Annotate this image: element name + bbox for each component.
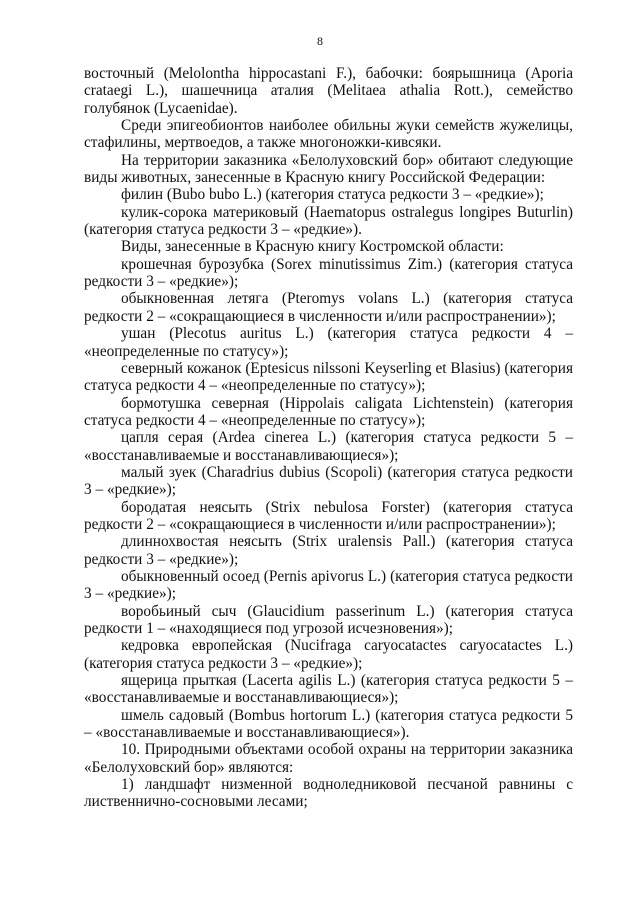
paragraph: бородатая неясыть (Strix nebulosa Forster) (категория статуса редкости 2 – «сокращающиеся в численности и/или распространении»); (84, 498, 573, 533)
paragraph: обыкновенная летяга (Pteromys volans L.) (категория статуса редкости 2 – «сокращающиеся в численности и/или распространении»); (84, 290, 573, 325)
paragraph: 1) ландшафт низменной водноледниковой песчаной равнины с лиственнично-сосновыми лесами; (84, 776, 573, 811)
paragraph: малый зуек (Charadrius dubius (Scopoli) (категория статуса редкости 3 – «редкие»); (84, 463, 573, 499)
paragraph: обыкновенный осоед (Pernis apivorus L.) (категория статуса редкости 3 – «редкие»); (84, 567, 573, 603)
paragraph: На территории заказника «Белолуховский бор» обитают следующие виды животных, занесенные в Красную книгу Российской Федерации: (84, 151, 573, 187)
paragraph: цапля серая (Ardea cinerea L.) (категория статуса редкости 5 – «восстанавливаемые и восстанавливающиеся»); (84, 429, 573, 464)
paragraph: шмель садовый (Bombus hortorum L.) (категория статуса редкости 5 – «восстанавливаемые и восстанавливающиеся»). (84, 706, 573, 742)
page-number: 8 (317, 34, 323, 48)
paragraph: северный кожанок (Eptesicus nilssoni Keyserling et Blasius) (категория статуса редкости 4 – «неопределенные по статусу»); (84, 359, 573, 395)
paragraph: Среди эпигеобионтов наиболее обильны жуки семейств жужелицы, стафилины, мертвоедов, а также многоножки-кивсяки. (84, 117, 573, 152)
paragraph: длиннохвостая неясыть (Strix uralensis Pall.) (категория статуса редкости 3 – «редкие»); (84, 533, 573, 568)
document-body (84, 65, 573, 811)
paragraph: воробьиный сыч (Glaucidium passerinum L.) (категория статуса редкости 1 – «находящиеся под угрозой исчезновения»); (84, 602, 573, 637)
paragraph: 10. Природными объектами особой охраны на территории заказника «Белолуховский бор» являются: (84, 741, 573, 776)
paragraph: Виды, занесенные в Красную книгу Костромской области: (121, 238, 504, 256)
paragraph: кедровка европейская (Nucifraga caryocatactes caryocatactes L.) (категория статуса редкости 3 – «редкие»); (84, 637, 573, 672)
paragraph: восточный (Melolontha hippocastani F.), бабочки: боярышница (Aporia crataegi L.), шашечница аталия (Melitaea athalia Rott.), семейство голубянок (Lycaenidae). (84, 65, 573, 117)
paragraph: филин (Bubo bubo L.) (категория статуса редкости 3 – «редкие»); (121, 186, 544, 204)
paragraph: кулик-сорока материковый (Haematopus ostralegus longipes Buturlin) (категория статуса редкости 3 – «редкие»). (84, 203, 573, 239)
paragraph: ушан (Plecotus auritus L.) (категория статуса редкости 4 – «неопределенные по статусу»); (84, 325, 573, 360)
paragraph: крошечная бурозубка (Sorex minutissimus Zim.) (категория статуса редкости 3 – «редкие»); (84, 255, 573, 291)
paragraph: бормотушка северная (Hippolais caligata Lichtenstein) (категория статуса редкости 4 – «неопределенные по статусу»); (84, 394, 573, 429)
paragraph: ящерица прыткая (Lacerta agilis L.) (категория статуса редкости 5 – «восстанавливаемые и восстанавливающиеся»); (84, 672, 573, 707)
